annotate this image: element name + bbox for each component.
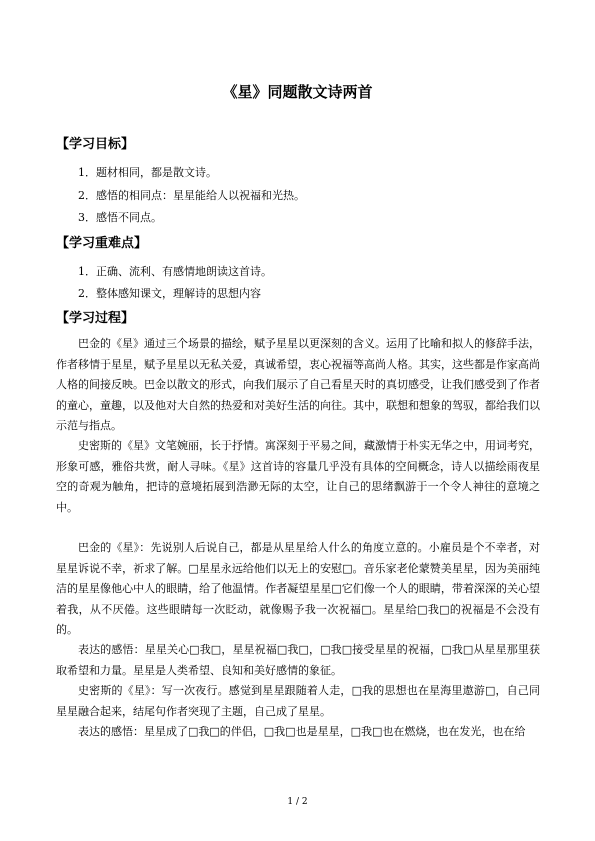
- paragraph-bajin-analysis: 巴金的《星》：先说别人后说自己，都是从星星给人什么的角度立意的。小雇员是个不幸者，对星星诉说不幸，祈求了解。□星星永远给他们以无上的安慰□。音乐家老伦蒙赞美星星，因为美丽纯洁的星星像他心中人的眼睛，给了他温情。作者凝望星星□它们像一个人的眼睛，带着深深的关心望着我，从不厌倦。这些眼睛每一次眨动，就像赐予我一次祝福□。星星给□我□的祝福是不会没有的。: [56, 541, 540, 636]
- goal-item-3: 3．感悟不同点。: [78, 211, 162, 224]
- paragraph-smith-analysis: 史密斯的《星》：写一次夜行。感觉到星星跟随着人走，□我的思想也在星海里遨游□，自己同星星融合起来，结尾句作者突现了主题，自己成了星星。: [56, 684, 540, 718]
- goal-item-2: 2．感悟的相同点：星星能给人以祝福和光热。: [78, 189, 305, 202]
- page-number: 1 / 2: [287, 797, 308, 807]
- section-heading-key-points: 【学习重难点】: [56, 236, 148, 251]
- goal-item-1: 1．题材相同，都是散文诗。: [78, 166, 217, 179]
- key-point-item-1: 1．正确、流利、有感情地朗读这首诗。: [78, 265, 272, 278]
- document-title: 《星》同题散文诗两首: [222, 83, 373, 101]
- section-heading-process: 【学习过程】: [56, 311, 135, 326]
- paragraph-smith-intro: 史密斯的《星》文笔婉丽，长于抒情。寓深刻于平易之间，藏激情于朴实无华之中，用词考究，形象可感，雅俗共赏，耐人寻味。《星》这首诗的容量几乎没有具体的空间概念，诗人以描绘雨夜星空的奇观为触角，把诗的意境拓展到浩渺无际的太空，让自己的思绪飘游于一个令人神往的意境之中。: [56, 439, 540, 514]
- paragraph-smith-insight: 表达的感悟：星星成了□我□的伴侣，□我□也是星星，□我□也在燃烧，也在发光，也在给: [78, 725, 526, 738]
- key-point-item-2: 2．整体感知课文，理解诗的思想内容: [78, 287, 261, 300]
- paragraph-bajin-insight: 表达的感悟：星星关心□我□，星星祝福□我□，□我□接受星星的祝福，□我□从星星那里获取希望和力量。星星是人类希望、良知和美好感情的象征。: [56, 643, 540, 677]
- section-heading-goals: 【学习目标】: [56, 137, 135, 152]
- paragraph-bajin-intro: 巴金的《星》通过三个场景的描绘，赋予星星以更深刻的含义。运用了比喻和拟人的修辞手法，作者移情于星星，赋予星星以无私关爱，真诚希望，衷心祝福等高尚人格。其实，这些都是作家高尚人格的间接反映。巴金以散文的形式，向我们展示了自己看星天时的真切感受，让我们感受到了作者的童心，童趣，以及他对大自然的热爱和对美好生活的向往。其中，联想和想象的驾驭，都给我们以示范与指点。: [56, 337, 540, 432]
